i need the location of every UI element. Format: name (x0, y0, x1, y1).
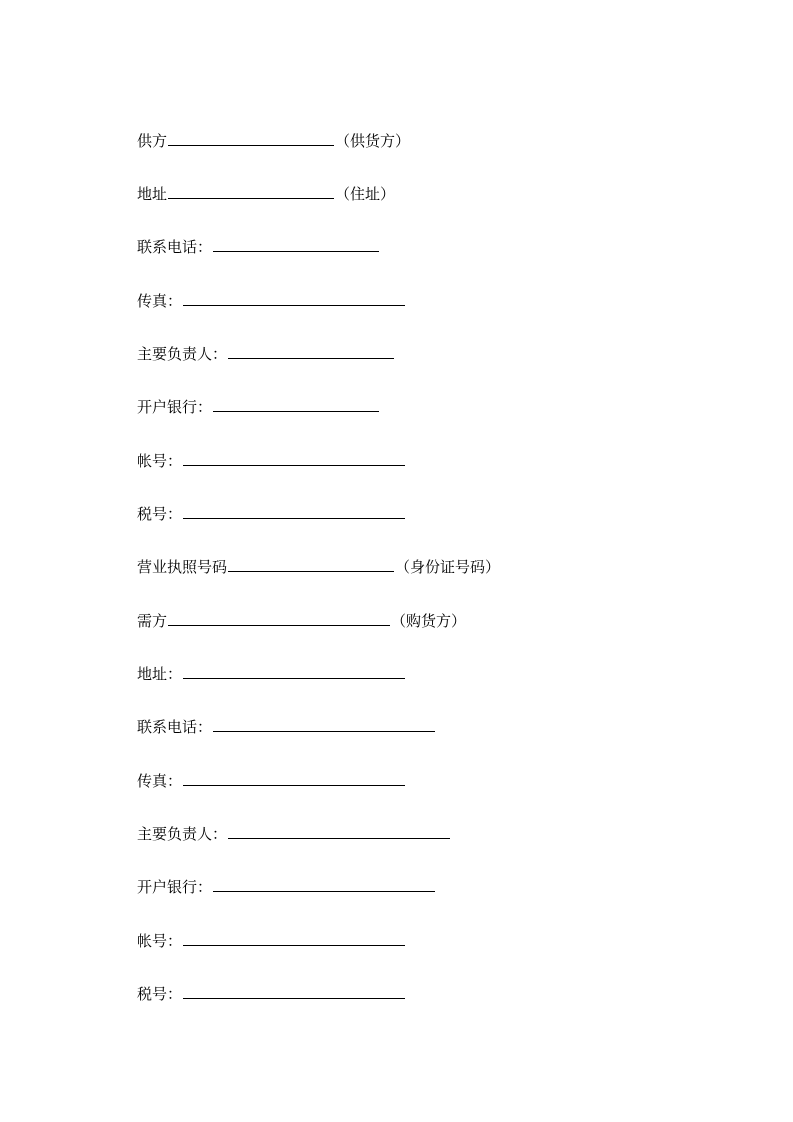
supplier-address-line (137, 183, 395, 205)
buyer-tax-label: 税号： (137, 985, 183, 1003)
supplier-bank-blank[interactable] (213, 399, 379, 412)
buyer-account-label: 帐号： (137, 932, 183, 950)
supplier-party-label: 供方 (137, 132, 168, 150)
buyer-bank-blank[interactable] (213, 879, 435, 892)
buyer-phone-label: 联系电话： (137, 718, 213, 736)
supplier-bank-label: 开户银行： (137, 398, 213, 416)
buyer-phone-blank[interactable] (213, 719, 435, 732)
supplier-tax-label: 税号： (137, 505, 183, 523)
buyer-manager-line (137, 823, 451, 845)
supplier-account-label: 帐号： (137, 452, 183, 470)
buyer-tax-blank[interactable] (183, 986, 405, 999)
supplier-party-blank[interactable] (168, 133, 334, 146)
supplier-license-label: 营业执照号码 (137, 558, 228, 576)
supplier-account-line (137, 450, 406, 472)
supplier-address-label: 地址 (137, 185, 168, 203)
supplier-phone-line (137, 236, 380, 258)
supplier-manager-line (137, 343, 395, 365)
buyer-fax-line (137, 770, 406, 792)
buyer-account-line (137, 930, 406, 952)
buyer-manager-blank[interactable] (228, 826, 450, 839)
supplier-license-line (137, 556, 500, 578)
supplier-fax-blank[interactable] (183, 293, 405, 306)
supplier-manager-label: 主要负责人： (137, 345, 228, 363)
supplier-phone-label: 联系电话： (137, 238, 213, 256)
supplier-fax-line (137, 290, 406, 312)
buyer-party-note: （购货方） (391, 612, 467, 630)
buyer-fax-label: 传真： (137, 772, 183, 790)
supplier-bank-line (137, 396, 380, 418)
buyer-party-line (137, 610, 466, 632)
supplier-license-note: （身份证号码） (395, 558, 501, 576)
buyer-bank-line (137, 876, 436, 898)
buyer-fax-blank[interactable] (183, 773, 405, 786)
supplier-manager-blank[interactable] (228, 346, 394, 359)
supplier-party-note: （供货方） (335, 132, 411, 150)
supplier-party-line (137, 130, 410, 152)
buyer-address-label: 地址： (137, 665, 183, 683)
buyer-party-label: 需方 (137, 612, 168, 630)
supplier-phone-blank[interactable] (213, 239, 379, 252)
supplier-address-note: （住址） (335, 185, 396, 203)
buyer-manager-label: 主要负责人： (137, 825, 228, 843)
buyer-address-line (137, 663, 406, 685)
supplier-account-blank[interactable] (183, 453, 405, 466)
buyer-bank-label: 开户银行： (137, 878, 213, 896)
buyer-address-blank[interactable] (183, 666, 405, 679)
buyer-party-blank[interactable] (168, 613, 390, 626)
supplier-license-blank[interactable] (228, 559, 394, 572)
supplier-fax-label: 传真： (137, 292, 183, 310)
supplier-address-blank[interactable] (168, 186, 334, 199)
supplier-tax-line (137, 503, 406, 525)
supplier-tax-blank[interactable] (183, 506, 405, 519)
buyer-phone-line (137, 716, 436, 738)
buyer-tax-line (137, 983, 406, 1005)
buyer-account-blank[interactable] (183, 933, 405, 946)
